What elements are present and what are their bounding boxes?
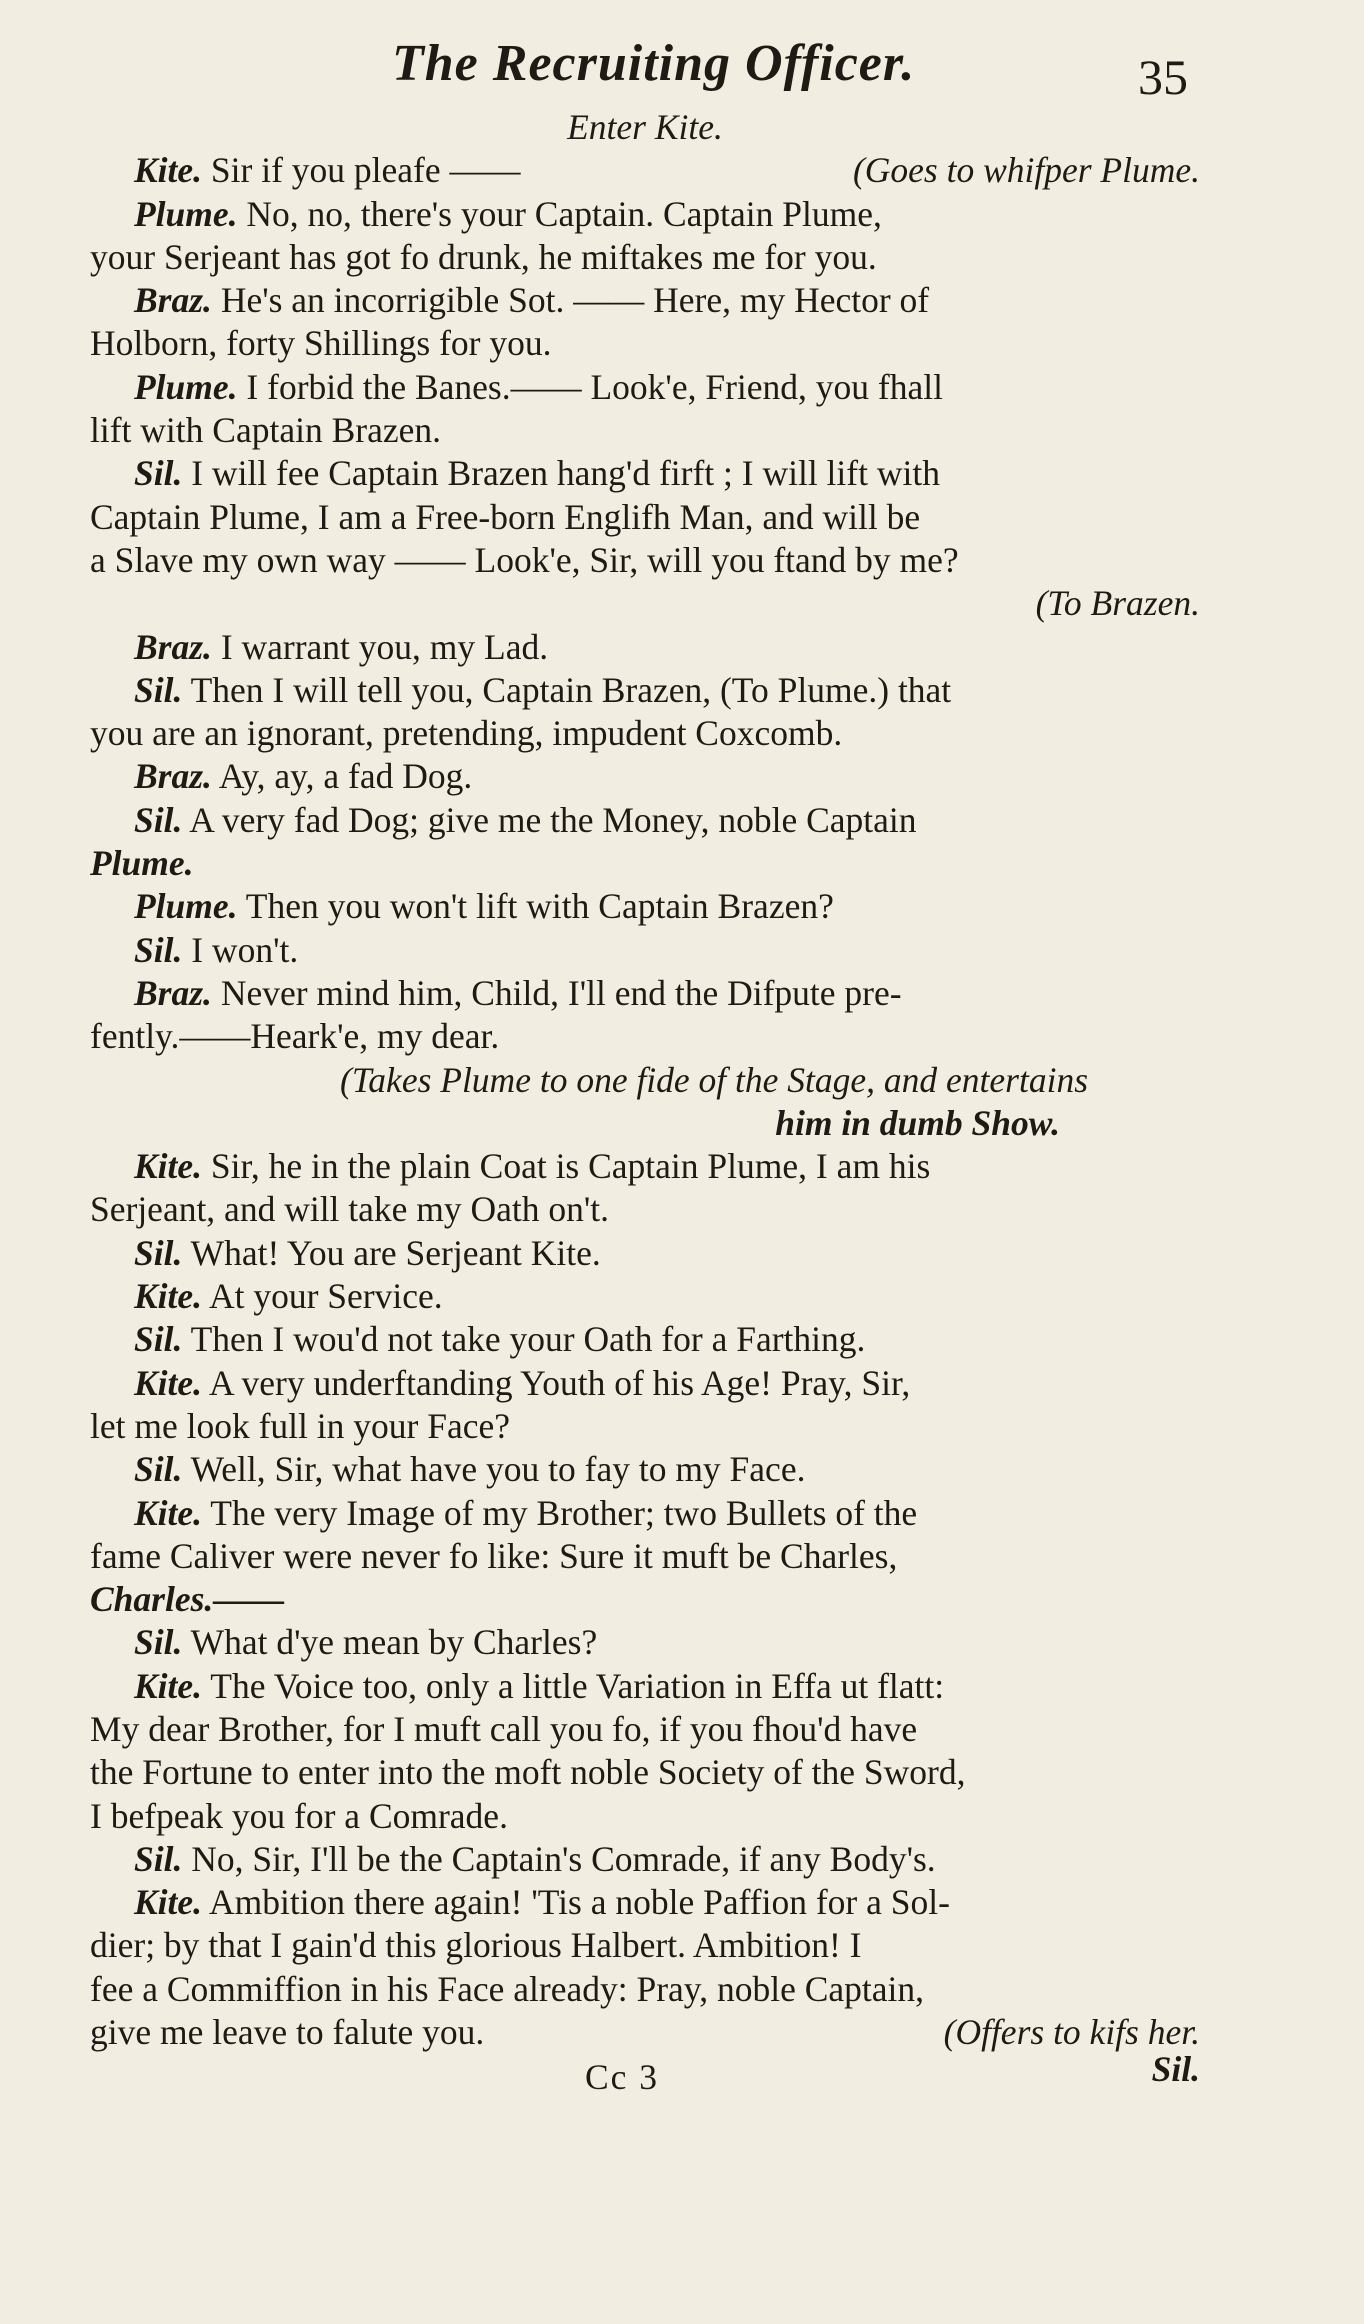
speaker-name: Plume. bbox=[134, 193, 238, 234]
speaker-name: Braz. bbox=[134, 280, 212, 321]
speech-line: Plume. No, no, there's your Captain. Captain Plume, bbox=[134, 193, 882, 234]
play-text bbox=[90, 106, 1200, 2098]
speech-line: Plume. bbox=[90, 843, 194, 884]
speech-line: Kite. At your Service. bbox=[134, 1276, 443, 1317]
speech-line: you are an ignorant, pretending, impudent Coxcomb. bbox=[90, 713, 843, 754]
speech-line: Kite. Sir, he in the plain Coat is Captain Plume, I am his bbox=[134, 1146, 931, 1187]
speech-line: fee a Commiffion in his Face already: Pray, noble Captain, bbox=[90, 1968, 925, 2009]
speech-line: Sil. Then I will tell you, Captain Brazen, (To Plume.) that bbox=[134, 669, 952, 710]
speech-line: Sil. I will fee Captain Brazen hang'd firft ; I will lift with bbox=[134, 453, 940, 494]
speaker-name: Kite. bbox=[134, 1665, 203, 1706]
speech-line: let me look full in your Face? bbox=[90, 1405, 510, 1446]
stage-direction: (Takes Plume to one fide of the Stage, and entertains bbox=[340, 1059, 1089, 1100]
speaker-name: Braz. bbox=[134, 626, 212, 667]
speaker-name: Braz. bbox=[134, 756, 212, 797]
speaker-name: Kite. bbox=[134, 1146, 203, 1187]
speaker-name: Sil. bbox=[134, 1449, 183, 1490]
speaker-name: Plume. bbox=[134, 366, 238, 407]
speech-line: Sil. A very fad Dog; give me the Money, noble Captain bbox=[134, 799, 917, 840]
speech-line: I befpeak you for a Comrade. bbox=[90, 1795, 508, 1836]
speech-line: Kite. Sir if you pleafe —— (Goes to whifper Plume. bbox=[90, 149, 1200, 192]
signature-mark: Cc 3 bbox=[585, 2057, 660, 2098]
speech-line: Sil. What d'ye mean by Charles? bbox=[134, 1622, 598, 1663]
catchword: Sil. bbox=[1151, 2049, 1200, 2090]
speech-line: fame Caliver were never fo like: Sure it muft be Charles, bbox=[90, 1535, 898, 1576]
speech-line: Kite. The very Image of my Brother; two Bullets of the bbox=[134, 1492, 918, 1533]
speech-line: Sil. I won't. bbox=[134, 929, 299, 970]
stage-direction: (To Brazen. bbox=[1035, 583, 1200, 624]
speech-line: Holborn, forty Shillings for you. bbox=[90, 323, 552, 364]
speaker-name: Plume. bbox=[134, 886, 238, 927]
speech-line: My dear Brother, for I muft call you fo, if you fhou'd have bbox=[90, 1708, 918, 1749]
speech-line: fently.——Heark'e, my dear. bbox=[90, 1016, 500, 1057]
speech-line: Kite. A very underftanding Youth of his Age! Pray, Sir, bbox=[134, 1362, 911, 1403]
speech-line: dier; by that I gain'd this glorious Halbert. Ambition! I bbox=[90, 1925, 862, 1966]
speech-line: Sil. No, Sir, I'll be the Captain's Comrade, if any Body's. bbox=[134, 1838, 936, 1879]
running-header bbox=[0, 26, 1364, 106]
stage-direction: (Goes to whifper Plume. bbox=[852, 150, 1200, 191]
speaker-name: Sil. bbox=[134, 929, 183, 970]
stage-direction: (Offers to kifs her. bbox=[943, 2012, 1200, 2053]
speech-line: Braz. Ay, ay, a fad Dog. bbox=[134, 756, 473, 797]
page-number: 35 bbox=[1138, 49, 1188, 105]
speaker-name: Kite. bbox=[134, 150, 203, 191]
stage-direction: him in dumb Show. bbox=[775, 1102, 1060, 1143]
speaker-name: Sil. bbox=[134, 1622, 183, 1663]
speech-line: Kite. The Voice too, only a little Variation in Effa ut flatt: bbox=[134, 1665, 945, 1706]
page-footer bbox=[90, 2049, 1200, 2098]
speaker-name: Sil. bbox=[134, 799, 183, 840]
speech-line: Braz. Never mind him, Child, I'll end the Difpute pre- bbox=[134, 972, 902, 1013]
speech-line: Sil. Then I wou'd not take your Oath for a Farthing. bbox=[134, 1319, 866, 1360]
speech-line: lift with Captain Brazen. bbox=[90, 410, 441, 451]
stage-direction-enter: Enter Kite. bbox=[567, 107, 723, 147]
speech-line: Plume. Then you won't lift with Captain Brazen? bbox=[134, 886, 834, 927]
speech-line: a Slave my own way —— Look'e, Sir, will you ftand by me? bbox=[90, 539, 959, 580]
running-title: The Recruiting Officer. bbox=[392, 35, 916, 92]
speech-line: Plume. I forbid the Banes.—— Look'e, Friend, you fhall bbox=[134, 366, 943, 407]
speaker-name: Sil. bbox=[134, 1232, 183, 1273]
speech-line: Serjeant, and will take my Oath on't. bbox=[90, 1189, 610, 1230]
speech-line: your Serjeant has got fo drunk, he miftakes me for you. bbox=[90, 236, 877, 277]
speech-line: Braz. He's an incorrigible Sot. —— Here, my Hector of bbox=[134, 280, 930, 321]
speech-line: Kite. Ambition there again! 'Tis a noble Paffion for a Sol- bbox=[134, 1882, 950, 1923]
speech-line: Captain Plume, I am a Free-born Englifh Man, and will be bbox=[90, 496, 921, 537]
speaker-name: Sil. bbox=[134, 1838, 183, 1879]
speech-line: Charles.—— bbox=[90, 1579, 285, 1620]
speaker-name: Kite. bbox=[134, 1276, 203, 1317]
speaker-name: Kite. bbox=[134, 1492, 203, 1533]
speech-line: Braz. I warrant you, my Lad. bbox=[134, 626, 549, 667]
speaker-name: Kite. bbox=[134, 1362, 203, 1403]
speech-line: Sil. What! You are Serjeant Kite. bbox=[134, 1232, 601, 1273]
speaker-name: Sil. bbox=[134, 1319, 183, 1360]
speech-line: the Fortune to enter into the moft noble Society of the Sword, bbox=[90, 1752, 966, 1793]
speaker-name: Braz. bbox=[134, 972, 212, 1013]
speech-line: give me leave to falute you. (Offers to kifs her. bbox=[90, 2011, 1200, 2054]
speech-line: Sil. Well, Sir, what have you to fay to my Face. bbox=[134, 1449, 806, 1490]
speaker-name: Kite. bbox=[134, 1882, 203, 1923]
speaker-name: Sil. bbox=[134, 453, 183, 494]
speaker-name: Sil. bbox=[134, 669, 183, 710]
